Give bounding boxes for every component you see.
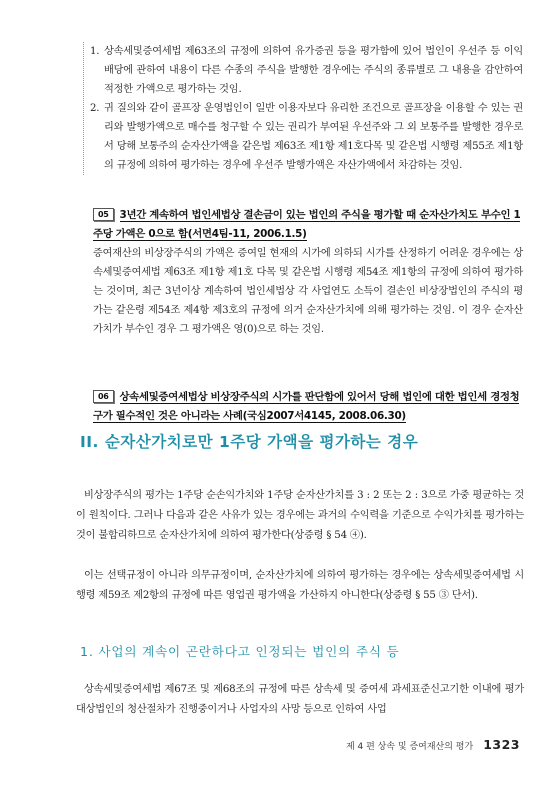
section-paragraph-2: 이는 선택규정이 아니라 의무규정이며, 순자산가치에 의하여 평가하는 경우에는 상속세및증여세법 시행령 제59조 제2항의 규정에 따른 영업권 평가액을 가산하지 아니한다(상증령 § 55 ③ 단서).	[76, 570, 524, 601]
note-text: 귀 질의와 같이 골프장 운영법인이 일반 이용자보다 유리한 조건으로 골프장을 이용할 수 있는 권리와 발행가액으로 매수를 청구할 수 있는 권리가 부여된 우선주와 그 외 보통주를 발행한 경우로서 당해 보통주의 순자산가액을 같은법 제63조 제1항 제1호다목 및 같은법 시행령 제55조 제1항의 규정에 의하여 평가하는 경우에 우선주 발행가액은 자산가액에서 차감하는 것임.	[104, 103, 523, 171]
note-number: 1.	[90, 46, 100, 57]
case-05	[93, 206, 523, 339]
case-05-body: 증여재산의 비상장주식의 가액은 증여일 현재의 시가에 의하되 시가를 산정하기 어려운 경우에는 상속세및증여세법 제63조 제1항 제1호 다목 및 같은법 시행령 제54조 제1항의 규정에 의하여 평가하는 것이며, 최근 3년이상 계속하여 법인세법상 각 사업연도 소득이 결손인 비상장법인의 주식의 평가는 같은령 제54조 제4항 제3호의 규정에 의거 순자산가치에 의해 평가하는 것임. 이 경우 순자산가치가 부수인 경우 그 평가액은 영(0)으로 하는 것임.	[93, 248, 523, 335]
footer-chapter: 제 4 편 상속 및 증여재산의 평가	[345, 742, 474, 752]
notes-block	[83, 42, 523, 175]
page-number: 1323	[483, 737, 520, 752]
note-text: 상속세및증여세법 제63조의 규정에 의하여 유가증권 등을 평가함에 있어 법인이 우선주 등 이익배당에 관하여 내용이 다른 수종의 주식을 발행한 경우에는 주식의 종류별로 그 내용을 감안하여 적정한 가액으로 평가하는 것임.	[104, 46, 523, 95]
note-number: 2.	[90, 103, 100, 114]
subsection-paragraph: 상속세및증여세법 제67조 및 제68조의 규정에 따른 상속세 및 증여세 과세표준신고기한 이내에 평가대상법인의 청산절차가 진행중이거나 사업자의 사망 등으로 인하여 사업	[76, 684, 524, 715]
subsection-title: 1. 사업의 계속이 곤란하다고 인정되는 법인의 주식 등	[80, 644, 400, 659]
case-number-badge: 06	[93, 390, 114, 403]
note-item-2	[90, 99, 523, 175]
note-item-1	[90, 42, 523, 99]
case-number-badge: 05	[93, 208, 114, 221]
case-05-heading	[93, 206, 523, 244]
section-title: II. 순자산가치로만 1주당 가액을 평가하는 경우	[80, 433, 419, 451]
case-06	[93, 388, 523, 426]
case-05-title: 3년간 계속하여 법인세법상 결손금이 있는 법인의 주식을 평가할 때 순자산가치도 부수인 1주당 가액은 0으로 함(서면4팀-11, 2006.1.5)	[93, 209, 521, 240]
section-paragraph-1: 비상장주식의 평가는 1주당 순손익가치와 1주당 순자산가치를 3 : 2 또는 2 : 3으로 가중 평균하는 것이 원칙이다. 그러나 다음과 같은 사유가 있는 경우에는 과거의 수익력을 기준으로 수익가치를 평가하는 것이 불합리하므로 순자산가치에 의하여 평가한다(상증령 § 54 ④).	[76, 490, 524, 541]
case-06-heading	[93, 388, 523, 426]
case-06-title: 상속세및증여세법상 비상장주식의 시가를 판단함에 있어서 당해 법인에 대한 법인세 경정청구가 필수적인 것은 아니라는 사례(국심2007서4145, 2008.06.30)	[93, 391, 520, 422]
page-footer	[346, 737, 520, 752]
